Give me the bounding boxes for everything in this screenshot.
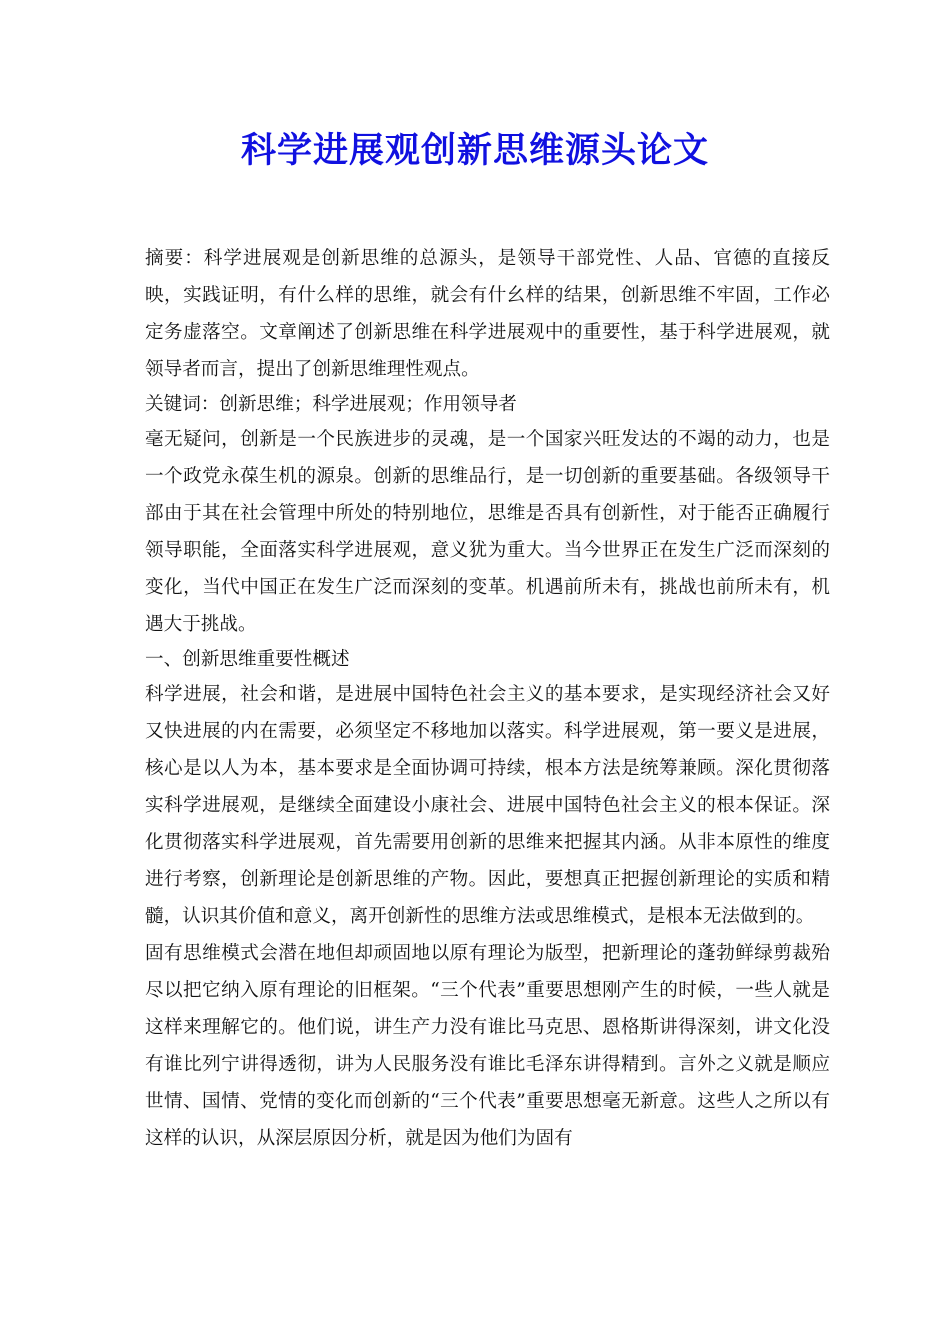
keywords-line: 关键词：创新思维；科学进展观；作用领导者 bbox=[145, 394, 517, 415]
body-paragraph: 固有思维模式会潜在地但却顽固地以原有理论为版型，把新理论的蓬勃鲜绿剪裁殆尽以把它纳入原有理论的旧框架。“三个代表”重要思想刚产生的时候，一些人就是这样来理解它的。他们说，讲生产力没有谁比马克思、恩格斯讲得深刻，讲文化没有谁比列宁讲得透彻，讲为人民服务没有谁比毛泽东讲得精到。言外之义就是顺应世情、国情、党情的变化而创新的“三个代表”重要思想毫无新意。这些人之所以有这样的认识，从深层原因分析，就是因为他们为固有 bbox=[145, 943, 830, 1149]
document-body bbox=[145, 240, 830, 1157]
abstract-paragraph: 摘要：科学进展观是创新思维的总源头，是领导干部党性、人品、官德的直接反映，实践证明，有什么样的思维，就会有什幺样的结果，创新思维不牢固，工作必定务虚落空。文章阐述了创新思维在科学进展观中的重要性，基于科学进展观，就领导者而言，提出了创新思维理性观点。 bbox=[145, 248, 830, 380]
body-paragraph: 毫无疑问，创新是一个民族进步的灵魂，是一个国家兴旺发达的不竭的动力，也是一个政党永葆生机的源泉。创新的思维品行，是一切创新的重要基础。各级领导干部由于其在社会管理中所处的特别地位，思维是否具有创新性，对于能否正确履行领导职能，全面落实科学进展观，意义犹为重大。当今世界正在发生广泛而深刻的变化，当代中国正在发生广泛而深刻的变革。机遇前所未有，挑战也前所未有，机遇大于挑战。 bbox=[145, 429, 830, 635]
body-paragraph: 科学进展，社会和谐，是进展中国特色社会主义的基本要求，是实现经济社会又好又快进展的内在需要，必须坚定不移地加以落实。科学进展观，第一要义是进展，核心是以人为本，基本要求是全面协调可持续，根本方法是统筹兼顾。深化贯彻落实科学进展观，是继续全面建设小康社会、进展中国特色社会主义的根本保证。深化贯彻落实科学进展观，首先需要用创新的思维来把握其内涵。从非本原性的维度进行考察，创新理论是创新思维的产物。因此，要想真正把握创新理论的实质和精髓，认识其价值和意义，离开创新性的思维方法或思维模式，是根本无法做到的。 bbox=[145, 684, 830, 927]
section-heading: 一、创新思维重要性概述 bbox=[145, 649, 350, 670]
document-title: 科学进展观创新思维源头论文 bbox=[240, 131, 709, 171]
